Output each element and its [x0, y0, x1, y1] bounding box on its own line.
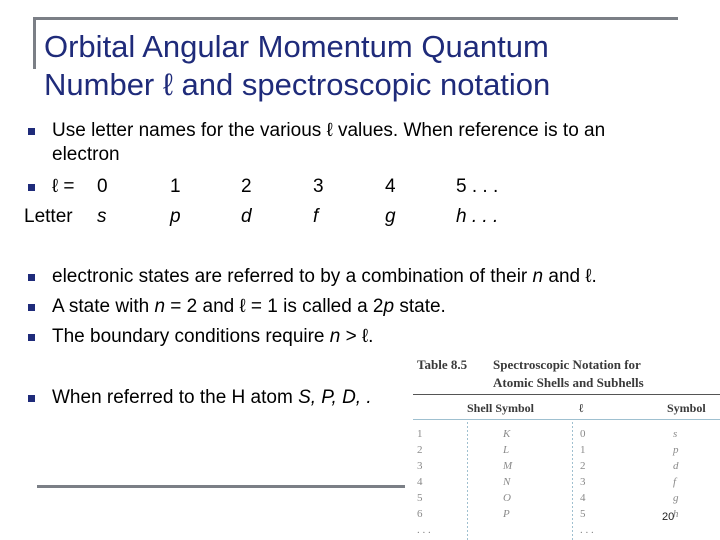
- table-divider: [572, 422, 573, 540]
- l-row-label: ℓ =: [52, 176, 75, 197]
- frame-left-rule: [33, 17, 36, 69]
- l-cell: . . .: [580, 524, 594, 536]
- n-cell: 2: [417, 444, 423, 456]
- l-value-4: 4: [385, 176, 396, 197]
- n-cell: 6: [417, 508, 423, 520]
- l-value-3: 3: [313, 176, 324, 197]
- letter-value-0: s: [97, 206, 107, 227]
- shell-cell: P: [503, 508, 510, 520]
- table-header-rule: [413, 419, 720, 420]
- symbol-cell: h: [673, 508, 679, 520]
- bullet-marker: [28, 304, 35, 311]
- table-caption-label: Table 8.5: [417, 357, 468, 372]
- letter-value-4: g: [385, 206, 396, 227]
- table-divider: [467, 422, 468, 540]
- l-cell: 5: [580, 508, 586, 520]
- frame-top-rule: [33, 17, 678, 20]
- bullet-boundary-conditions: The boundary conditions require n > ℓ.: [52, 326, 374, 347]
- n-cell: 4: [417, 476, 423, 488]
- title-line-2: Number ℓ and spectroscopic notation: [44, 67, 551, 102]
- l-value-2: 2: [241, 176, 252, 197]
- l-cell: 4: [580, 492, 586, 504]
- header-shell-symbol: Shell Symbol: [467, 401, 535, 415]
- bullet-marker: [28, 184, 35, 191]
- table-top-rule: [413, 394, 720, 395]
- bullet-letter-names: Use letter names for the various ℓ values. When reference is to an electron: [52, 120, 606, 165]
- bullet-marker: [28, 334, 35, 341]
- symbol-cell: s: [673, 428, 678, 440]
- symbol-cell: p: [673, 444, 679, 456]
- l-value-1: 1: [170, 176, 181, 197]
- header-l: ℓ: [579, 401, 584, 415]
- page-number: 20: [662, 511, 675, 523]
- letter-value-3: f: [313, 206, 319, 227]
- symbol-cell: g: [673, 492, 679, 504]
- l-value-5: 5 . . .: [456, 176, 499, 197]
- shell-cell: N: [503, 476, 511, 488]
- l-cell: 2: [580, 460, 586, 472]
- bullet-marker: [28, 128, 35, 135]
- table-caption-line-2: Atomic Shells and Subhells: [493, 375, 644, 390]
- slide-title: [44, 28, 684, 104]
- symbol-cell: d: [673, 460, 679, 472]
- letter-value-5: h . . .: [456, 206, 499, 227]
- bullet-electronic-states: electronic states are referred to by a combination of their n and ℓ.: [52, 266, 597, 287]
- shell-cell: K: [503, 428, 511, 440]
- bottom-rule: [37, 485, 409, 488]
- table-caption-line-1: Spectroscopic Notation for: [493, 357, 641, 372]
- l-value-0: 0: [97, 176, 108, 197]
- n-cell: . . .: [417, 524, 431, 536]
- bullet-marker: [28, 395, 35, 402]
- shell-cell: O: [503, 492, 511, 504]
- shell-cell: M: [503, 460, 513, 472]
- bullet-2p-state: A state with n = 2 and ℓ = 1 is called a 2p state.: [52, 296, 446, 317]
- n-cell: 1: [417, 428, 423, 440]
- letter-row-label: Letter: [24, 206, 73, 227]
- header-symbol: Symbol: [667, 401, 706, 415]
- title-line-1: Orbital Angular Momentum Quantum: [44, 29, 549, 64]
- shell-cell: L: [503, 444, 510, 456]
- n-cell: 3: [417, 460, 423, 472]
- bullet-marker: [28, 274, 35, 281]
- l-cell: 3: [580, 476, 586, 488]
- n-cell: 5: [417, 492, 423, 504]
- l-cell: 1: [580, 444, 586, 456]
- letter-value-2: d: [241, 206, 252, 227]
- bullet-h-atom: When referred to the H atom S, P, D, .: [52, 387, 372, 408]
- symbol-cell: f: [673, 476, 677, 488]
- l-cell: 0: [580, 428, 586, 440]
- letter-value-1: p: [170, 206, 181, 227]
